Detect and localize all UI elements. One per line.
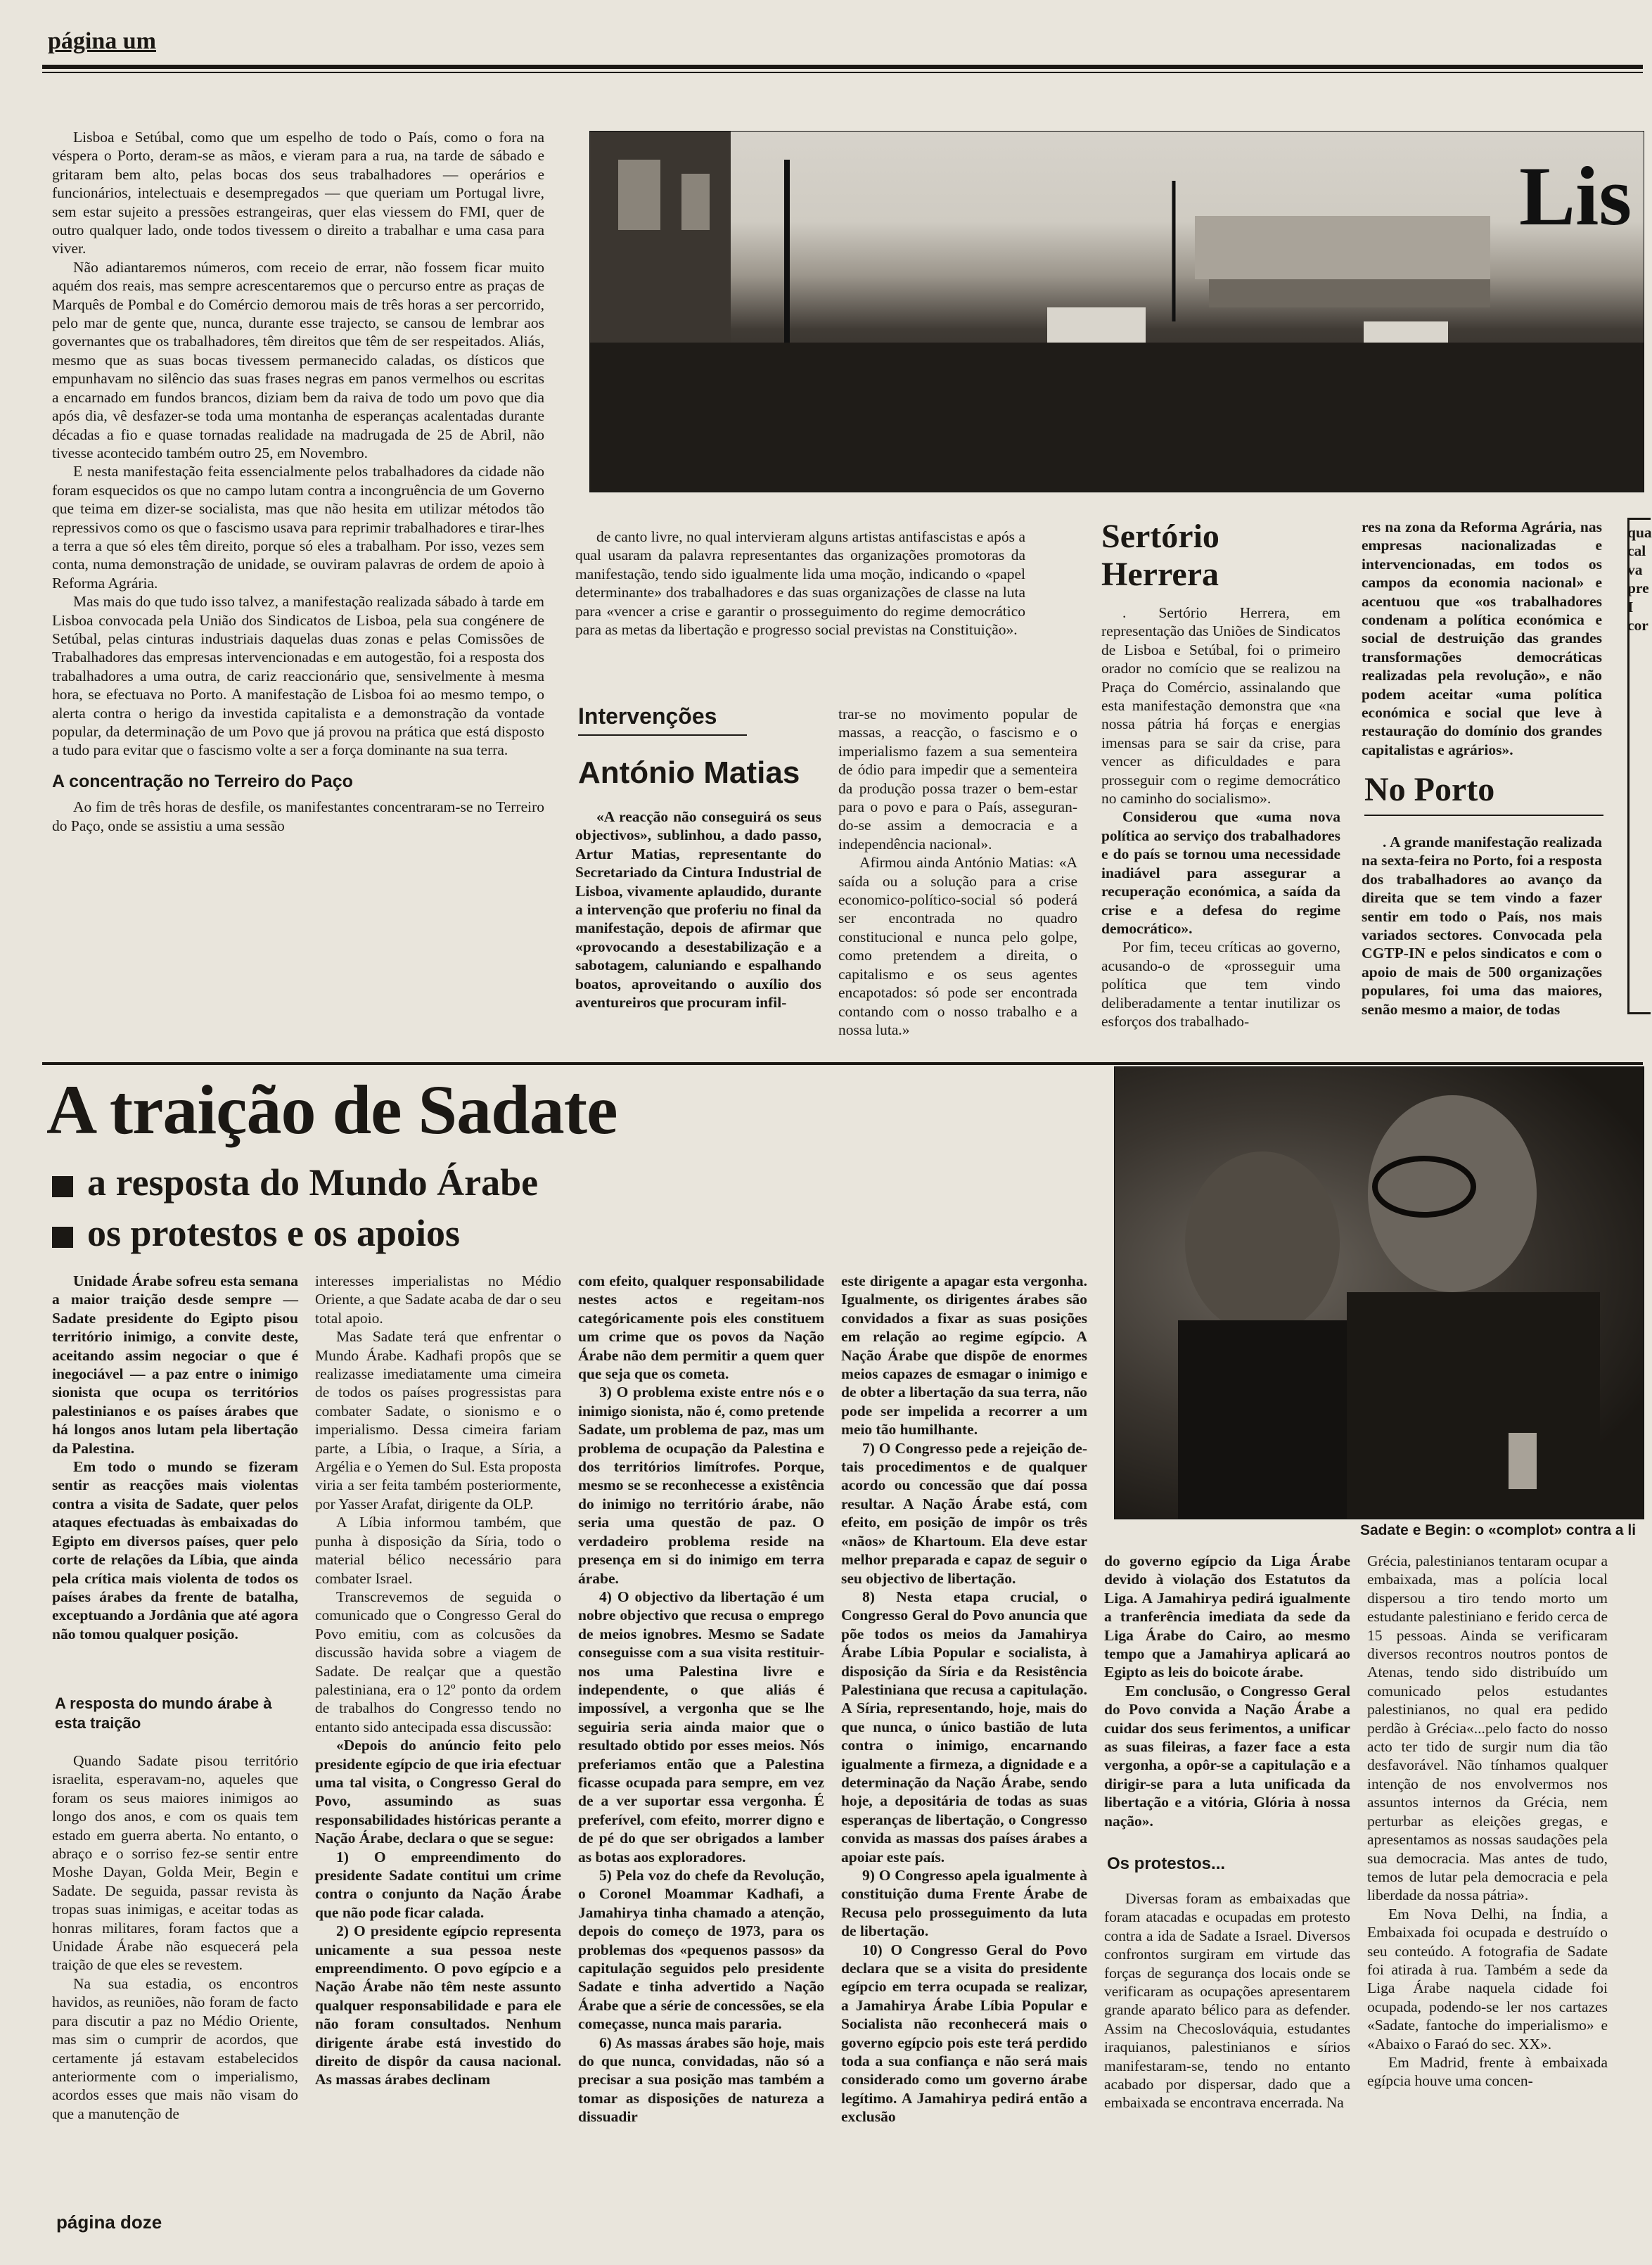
lisboa-col-4 bbox=[1101, 604, 1340, 1061]
lisboa-col4-p3: Por fim, teceu críticas ao governo, acusando-o de «prosseguir uma política que tem vindo deliberadamente a tentar inutilizar os esforços dos trabalhado- bbox=[1101, 938, 1340, 1030]
sadate-c3-p5: 6) As massas árabes são hoje, mais do que nunca, convidadas, não só a precisar a sua posição mas também a tomar as disposições de natureza a dissuadir bbox=[578, 2034, 824, 2126]
edge-fragment-3: va bbox=[1627, 561, 1643, 578]
demonstration-photo bbox=[589, 131, 1644, 492]
sadate-c6-p2: Em Nova Delhi, na Índia, a Embaixada foi ocupada e destruído o seu conteúdo. A fotografia de Sadate foi atirada à rua. Também a sede da Liga Árabe naquela cidade foi ocupada, podendo-se ler nos cartazes «Sadate, fantoche do imperialismo» e «Abaixo o Faraó do sec. XX». bbox=[1367, 1905, 1608, 2053]
sadate-c1b-p2: Na sua estadia, os encontros havidos, as reuniões, não foram de facto para discutir a paz no Médio Oriente, mas sim o cumprir de acordos, que certamente já estavam estabelecidos anteriormente com o imperialismo, acordos esses que mais não visam do que a manutenção de bbox=[52, 1974, 298, 2122]
sadate-begin-photo-drawing bbox=[1115, 1067, 1644, 1519]
sadate-deck-2 bbox=[52, 1211, 460, 1255]
lisboa-col5-p1: res na zona da Reforma Agrária, nas empresas nacionalizadas e intervencionadas, em todos os campos da economia nacional» e acentuou que «os trabalhadores condenam a política económica e social de destruição das grandes transformações democráticas realizadas pela revolução», e não podem aceitar «uma política económica e social que leve à restauração do domínio dos grandes capitalistas e agrários». bbox=[1362, 518, 1602, 758]
no-porto-underline bbox=[1364, 815, 1603, 816]
edge-fragment-5: I bbox=[1627, 598, 1634, 615]
lisboa-p4: Mas mais do que tudo isso talvez, a manifestação realizada sábado à tarde em Lisboa convocada pela União dos Sindicatos de Lisboa, pela sua congénere de Setúbal, pelas cinturas industriais daquelas duas zonas e pelas Comissões de Trabalhadores das empresas intervencionadas e em autogestão, foi a resposta dos trabalhadores a uma outra, de cariz reaccionário que, sensivelmente à mesma hora, se efectuava no Porto. A manifestação de Lisboa foi ao mesmo tempo, o alerta contra o herigo da investida capitalista e a demonstração da vontade popular, da determinação de um Povo que já provou na prática que está disposto a tudo para evitar que o fascismo volte a ser a força dominante na sua terra. bbox=[52, 593, 544, 759]
sadate-col-6 bbox=[1367, 1552, 1608, 2202]
sadate-c2-p1: interesses imperialistas no Médio Oriente, a que Sadate acaba de dar o seu total apoio. bbox=[315, 1272, 561, 1327]
heading-antonio-matias: António Matias bbox=[578, 755, 800, 790]
deck-1-text: a resposta do Mundo Árabe bbox=[87, 1161, 539, 1204]
photo-title-fragment: Lis bbox=[1519, 149, 1632, 243]
lisboa-col4-p2: Considerou que «uma nova política ao serviço dos trabalhadores e do país se tornou uma necessidade inadiável para assegurar a recuperação económica, a saída da crise e a defesa do regime democrático». bbox=[1101, 808, 1340, 937]
sadate-col-1b bbox=[52, 1752, 298, 2202]
sadate-deck-1 bbox=[52, 1161, 538, 1204]
page-folio: página doze bbox=[56, 2212, 162, 2233]
lisboa-col-1 bbox=[52, 128, 544, 1021]
sadate-c2-p7: 2) O presidente egípcio representa unicamente a sua pessoa neste empreendimento. O povo egípcio e a Nação Árabe não têm neste assunto qualquer responsabilidade e para ele não foram consultados. Nenhum dirigente árabe está investido do direito de dispôr da causa nacional. As massas árabes declinam bbox=[315, 1922, 561, 2088]
section-divider bbox=[42, 1062, 1643, 1065]
sadate-c5b-p1: Diversas foram as embaixadas que foram atacadas e ocupadas em protesto contra a ida de Sadate a Israel. Diversos confrontos surgiram em virtude das forças de segurança dos locais onde se verificaram as ocupações apresentarem grande aparato bélico para as defender. Assim na Checoslováquia, estudantes iraquianos, palestinianos e sírios manifestaram-se, tendo no entanto acabado por dispersar, dado que a embaixada se encontrava encerrada. Na bbox=[1104, 1890, 1350, 2112]
sadate-c6-p1: Grécia, palestinianos tentaram ocupar a embaixada, mas a polícia local dispersou a tiro tendo morto um estudante palestiniano e ferido cerca de 15 pessoas. Ainda se verificaram diversos recontros noutros pontos de Atenas, tendo sido distribuído um comunicado pelos estudantes palestinianos, no qual era pedido perdão à Grécia«...pelo facto do nosso acto ter tido de surgir num dia tão desfavorável. Não tínhamos qualquer intenção de nos envolvermos nos assuntos internos da Grécia, nem perturbar as eleições gregas, e apresentamos as nossas saudações pela sua democracia. Mas antes de tudo, temos de lutar pela democracia e pela liberdade da nossa pátria». bbox=[1367, 1552, 1608, 1904]
edge-fragment-2: cal bbox=[1627, 542, 1646, 560]
sadate-c3-p4: 5) Pela voz do chefe da Revolução, o Coronel Moammar Kadhafi, a Jamahirya tinha chamado a atenção, depois do começo de 1973, para os problemas dos «pequenos passos» da capitulação seguidos pelo presidente Sadate e tinha advertido a Nação Árabe que a série de concessões, se ela começasse, nunca mais pararia. bbox=[578, 1867, 824, 2033]
sadate-c1-p2: Em todo o mundo se fizeram sentir as reacções mais violentas contra a visita de Sadate, quer pelos ataques efectuadas às embaixadas do Egipto em diversos países, quer pelo corte de relações da Líbia, que ainda pela crítica mais violenta de todos os países árabes da frente de batalha, exceptuando a Jordânia que até agora não tomou qualquer posição. bbox=[52, 1458, 298, 1642]
sadate-col-2 bbox=[315, 1272, 561, 2202]
bullet-square-icon bbox=[52, 1176, 73, 1197]
sadate-c1-p1: Unidade Árabe sofreu esta semana a maior traição desde sempre — Sadate presidente do Egipto pisou território inimigo, a convite deste, aceitando assim negociar o que é inegociável — a paz entre o inimigo sionista que ocupa os territórios palestinianos e os países árabes que há longos anos lutam pela libertação da Palestina. bbox=[52, 1272, 298, 1457]
lisboa-col-2 bbox=[575, 528, 1025, 675]
subhead-resposta: A resposta do mundo árabe à esta traição bbox=[55, 1695, 272, 1732]
lisboa-col-5 bbox=[1362, 518, 1602, 757]
sadate-c1b-p1: Quando Sadate pisou território israelita, esperavam-no, aqueles que foram os seus maiores inimigos ao longo dos anos, e com os quais tem estado em guerra aberta. No entanto, o abraço e o sorriso fez-se sentir entre Moshe Dayan, Golda Meir, Begin e Sadate. De seguida, passar revista às tropas suas inimigas, e aceitar todas as honras militares, foram factos que a Unidade Árabe não esquecerá pela traição de que eles se revestem. bbox=[52, 1752, 298, 1974]
sadate-c4-p2: 7) O Congresso pede a rejeição de-tais procedimentos e de qualquer acordo ou concessão que daí possa resultar. A Nação Árabe está, com efeito, em posição de impôr os três «nãos» de Khartoum. Ela deve estar melhor preparada e capaz de seguir o seu objectivo de libertação. bbox=[841, 1439, 1087, 1587]
sadate-col-5b bbox=[1104, 1889, 1350, 2202]
lisboa-col3-p2: Afirmou ainda António Matias: «A saída ou a solução para a crise economico-político-social só poderá ser encontrada no quadro constitucional e nunca pelo golpe, como pretendem a direita, o capitalismo e os seus agentes encapotados: só pode ser encontrada contando com o nosso trabalho e a nossa luta.» bbox=[838, 854, 1077, 1038]
lisboa-p3: E nesta manifestação feita essencialmente pelos trabalhadores da cidade não foram esquecidos os que no campo lutam contra a incongruência de um Governo que teima em dizer-se socialista, mas que não hesita em utilizar métodos tão repressivos como os que o fascismo usava para reprimir trabalhadores e tirar-lhes a terra a que só eles têm direito, porque só eles a trabalham. Por isso, vezes sem conta, numa demonstração de unidade, se ouviram palavras de ordem de apoio à Reforma Agrária. bbox=[52, 463, 544, 592]
sadate-c2-p2: Mas Sadate terá que enfrentar o Mundo Árabe. Kadhafi propôs que se realizasse imediatamente uma cimeira de todos os países progressistas para combater Sadate, o sionismo e o imperialismo. Dessa cimeira fariam parte, a Líbia, o Iraque, a Síria, a Argélia e o Yemen do Sul. Esta proposta viria a ser feita também posteriormente, por Yasser Arafat, dirigente da OLP. bbox=[315, 1328, 561, 1512]
lisboa-col2b-p1: «A reacção não conseguirá os seus objectivos», sublinhou, a dado passo, Artur Matias, representante do Secretariado da Cintura Industrial de Lisboa, vivamente aplaudido, durante a intervenção que proferiu no final da manifestação, depois de afirmar que «provocando a desestabilização e a sabotagem, caluniando e espalhando boatos, aproveitando o auxílio dos aventureiros que procuram infil- bbox=[575, 808, 821, 1012]
sadate-c2-p3: A Líbia informou também, que punha à disposição da Síria, todo o material bélico necessário para combater Israel. bbox=[315, 1514, 561, 1587]
top-rule-thin bbox=[42, 72, 1643, 73]
edge-fragment-1: qua bbox=[1627, 524, 1652, 541]
sadate-c4-p3: 8) Nesta etapa crucial, o Congresso Geral do Povo anuncia que põe todos os meios da Jamahirya Árabe Líbia Popular e socialista, à disposição da Síria e da Resistência Palestiniana que recusa a capitulação. A Síria, representando, hoje, mais do que nunca, o único bastião de luta contra o inimigo, encarnando igualmente a firmeza, a dignidade e a determinação da Nação Árabe, sendo hoje, a depositária de todas as suas esperanças de libertação, o Congresso convida as massas dos países árabes a apoiar este país. bbox=[841, 1588, 1087, 1865]
top-rule bbox=[42, 65, 1643, 69]
sadate-c4-p1: este dirigente a apagar esta vergonha. Igualmente, os dirigentes árabes são convidados a fixar as suas posições em relação ao regime egípcio. A Nação Árabe que dispõe de enormes meios capazes de esmagar o inimigo e de obter a libertação da sua terra, não pode ser impelida a recorrer a um meio tão humilhante. bbox=[841, 1272, 1087, 1438]
lisboa-col-3 bbox=[838, 705, 1077, 1061]
sadate-c3-p2: 3) O problema existe entre nós e o inimigo sionista, não é, como pretende Sadate, um problema de paz, mas um problema de ocupação da Palestina e dos territórios limítrofes. Porque, mesmo se se reconhecesse a existência do inimigo no território árabe, não seria uma questão de paz. O verdadeiro problema reside na presença em si do inimigo em terra árabe. bbox=[578, 1384, 824, 1587]
sadate-c2-p4: Transcrevemos de seguida o comunicado que o Congresso Geral do Povo emitiu, com as colcusões da discussão havida sobre a viagem de Sadate. De realçar que a questão palestiniana, era o 12º ponto da ordem de trabalhos do Congresso tendo no entanto sido antecipada essa discussão: bbox=[315, 1588, 561, 1735]
sadate-begin-photo bbox=[1114, 1066, 1644, 1519]
sadate-c4-p5: 10) O Congresso Geral do Povo declara que se a visita do presidente egípcio em terra ocupada se realizar, a Jamahirya Árabe Líbia Popular e Socialista não reconhecerá mais o governo egípcio pois este terá perdido toda a sua confiança e não será mais considerado como um governo árabe legítimo. A Jamahirya pedirá então a exclusão bbox=[841, 1941, 1087, 2126]
intervencoes-underline bbox=[578, 734, 747, 736]
sadate-c3-p3: 4) O objectivo da libertação é um nobre objectivo que recusa o emprego de meios ignobres. Mesmo se Sadate conseguisse com a sua visita restituir-nos uma Palestina livre e independente, o que aliás é impossível, a vergonha que se lhe seguiria seria ainda maior que o resultado obtido por esses meios. Nós preferiamos então que a Palestina ficasse ocupada para sempre, em vez de a ver suportar essa vergonha. É preferível, com efeito, morrer digno e de pé do que ser obrigados a lamber as botas aos exploradores. bbox=[578, 1588, 824, 1865]
edge-fragment-4: pre bbox=[1627, 580, 1649, 597]
sadate-c5-p1: do governo egípcio da Liga Árabe devido à violação dos Estatutos da Liga. A Jamahirya pedirá igualmente a tranferência imediata da sede da Liga Árabe do Cairo, ao mesmo tempo que a Jamahirya aplicará ao Egipto as leis do boicote árabe. bbox=[1104, 1552, 1350, 1681]
masthead: página um bbox=[48, 28, 156, 54]
sadate-c6-p3: Em Madrid, frente à embaixada egípcia houve uma concen- bbox=[1367, 2053, 1608, 2090]
heading-no-porto: No Porto bbox=[1364, 771, 1495, 808]
demonstration-photo-drawing bbox=[590, 132, 1644, 492]
sadate-c4-p4: 9) O Congresso apela igualmente à constituição duma Frente Árabe de Recusa pelo prosseguimento da luta de libertação. bbox=[841, 1867, 1087, 1940]
bullet-square-icon bbox=[52, 1227, 73, 1248]
sadate-col-4 bbox=[841, 1272, 1087, 2202]
adjacent-text-fragments bbox=[1627, 523, 1652, 634]
lisboa-col2-p1: de canto livre, no qual intervieram alguns artistas antifascistas e após a qual usaram da palavra representantes das organizações promotoras da manifestação, tendo sido igualmente lida uma moção, indicando o «papel determinante» dos trabalhadores e das suas organizações de classe na luta para «vencer a crise e garantir o prosseguimento do regime democrático para as metas da libertação e progresso social previstas na Constituição». bbox=[575, 528, 1025, 639]
lisboa-col-2b bbox=[575, 808, 821, 1061]
lisboa-p5: Ao fim de três horas de desfile, os manifestantes concentraram-se no Terreiro do Paço, onde se assistiu a uma sessão bbox=[52, 798, 544, 834]
sadate-col-3 bbox=[578, 1272, 824, 2202]
heading-sertorio-herrera: Sertório Herrera bbox=[1101, 518, 1219, 593]
lisboa-col5b-p1: . A grande manifestação realizada na sexta-feira no Porto, foi a resposta dos trabalhadores ao avanço da direita que se tem vindo a fazer sentir em todo o País, nos mais variados sectores. Convocada pela CGTP-IN e pelos sindicatos e com o apoio de mais de 500 organizações populares, foi uma das maiores, senão mesmo a maior, de todas bbox=[1362, 834, 1602, 1018]
lisboa-col4-p1: . Sertório Herrera, em representação das Uniões de Sindicatos de Lisboa e Setúbal, foi o primeiro orador no comício que se realizou na Praça do Comércio, assinalando que esta manifestação demonstra que «na nossa pátria há forças e energias imensas para se sair da crise, para vencer as dificuldades e para prosseguir com o regime democrático no caminho do socialismo». bbox=[1101, 604, 1340, 808]
edge-fragment-6: cor bbox=[1627, 617, 1648, 634]
sadate-c2-p6: 1) O empreendimento do presidente Sadate contitui um crime contra o conjunto da Nação Árabe que não pode ficar calada. bbox=[315, 1848, 561, 1921]
subhead-concentracao: A concentração no Terreiro do Paço bbox=[52, 771, 353, 791]
deck-2-text: os protestos e os apoios bbox=[87, 1212, 461, 1254]
sadate-col-1 bbox=[52, 1272, 298, 1666]
sadate-c2-p5: «Depois do anúncio feito pelo presidente egípcio de que iria efectuar uma tal visita, o Congresso Geral do Povo, assumindo as suas responsabilidades históricas perante a Nação Árabe, declara o que se segue: bbox=[315, 1737, 561, 1847]
photo-caption: Sadate e Begin: o «complot» contra a li bbox=[1360, 1522, 1637, 1538]
sadate-col-5 bbox=[1104, 1552, 1350, 1847]
subhead-protestos: Os protestos... bbox=[1107, 1854, 1226, 1873]
sadate-headline: A traição de Sadate bbox=[46, 1071, 617, 1149]
sadate-c3-p1: com efeito, qualquer responsabilidade nestes actos e regeitam-nos categóricamente pois eles constituem um crime que os povos da Nação Árabe não dem permitir a quem quer que seja que os cometa. bbox=[578, 1272, 824, 1383]
sadate-c5-p2: Em conclusão, o Congresso Geral do Povo convida a Nação Árabe a cuidar dos seus ferimentos, a unificar as suas fileiras, a fazer face a esta vergonha, a opôr-se a capitulação e a dirigir-se para a luta unificada da libertação e a vitória, Glória à nossa nação». bbox=[1104, 1682, 1350, 1830]
lisboa-p1: Lisboa e Setúbal, como que um espelho de todo o País, como o fora na véspera o Porto, deram-se as mãos, e vieram para a rua, na tarde de sábado e gritaram bem alto, pelas bocas dos seus trabalhadores — operários e funcionários, intelectuais e desempregados — que queriam um Portugal livre, sem estar sujeito a pressões estrangeiras, quer elas viessem do FMI, quer de outro qualquer lado, onde todos tivessem o direito a trabalhar e uma casa para viver. bbox=[52, 129, 544, 257]
lisboa-col-5b bbox=[1362, 833, 1602, 1061]
lisboa-col3-p1: trar-se no movimento popular de massas, a reacção, o fascismo e o imperialismo fazem a sua sementeira de ódio para impedir que a sementeira da produção possa trazer o bem-estar para o povo e para o País, asseguran-do-se assim a democracia e a independência nacional». bbox=[838, 706, 1077, 853]
lisboa-p2: Não adiantaremos números, com receio de errar, não fossem ficar muito aquém dos reais, mas sempre acrescentaremos que o percurso entre as praças de Marquês de Pombal e do Comércio demorou mais de três horas a ser percorrido, pelo mar de gente que, nunca, durante esse trajecto, se cansou de lembrar aos governantes que os trabalhadores, têm direitos que têm de ser respeitados. Aliás, mesmo que as suas bocas tivessem permanecido caladas, os dísticos que empunhavam no silêncio das suas frases negras em panos vermelhos ou escritas a encarnado em fundos brancos, diziam bem da raiva de todo um povo que dia após dia, vê desfazer-se toda uma montanha de esperanças acalentadas durante décadas a fio e quase tornadas realidade na madrugada de 25 de Abril, não tivesse acontecido também outro 25, em Novembro. bbox=[52, 258, 544, 461]
heading-intervencoes: Intervenções bbox=[578, 703, 717, 729]
